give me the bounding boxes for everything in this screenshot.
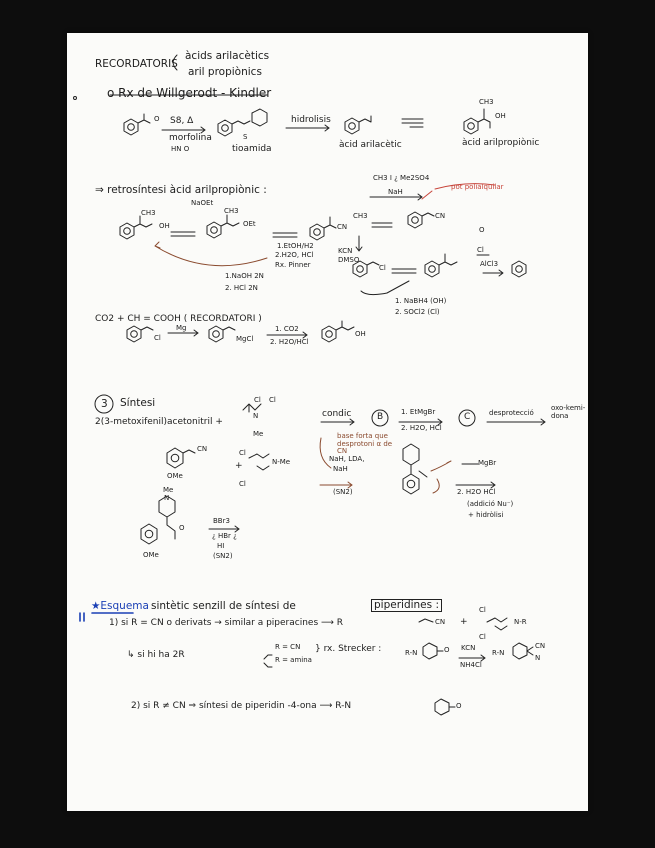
- cl-label-e: Cl: [269, 396, 276, 404]
- base-list: NaH, LDA,: [329, 455, 365, 463]
- reagent-etoh: 1.EtOH/H2: [277, 242, 314, 250]
- benzene-ring-6: [207, 222, 221, 238]
- bullet-dot: [74, 97, 77, 100]
- benzene-ring-13: [209, 326, 223, 342]
- r-amina-label: R = amina: [275, 656, 312, 664]
- condic-label: condic: [322, 409, 352, 419]
- mgcl-label: MgCl: [236, 335, 254, 343]
- ch3-label-a: CH3: [479, 98, 494, 106]
- cl-label-a: Cl: [379, 264, 386, 272]
- bbr3-reagent: BBr3: [213, 517, 230, 525]
- product-label: oxo-kemi-dona: [551, 404, 586, 420]
- rule-line-2: ↳ si hi ha 2R: [127, 650, 185, 660]
- cn-label-b: CN: [435, 212, 446, 220]
- r-n-label-a: R-N: [405, 649, 418, 657]
- oet-label: OEt: [243, 220, 256, 228]
- etmgbr-reagent: 1. EtMgBr: [401, 408, 436, 416]
- acid-arilpropionic-label: àcid arilpropiònic: [462, 138, 540, 148]
- nah-reagent: NaH: [388, 188, 403, 196]
- step-c-label: C: [464, 412, 471, 422]
- piperidine-ring-3: [513, 643, 527, 659]
- cl-label-i: Cl: [479, 633, 486, 641]
- s-label-a: S: [243, 133, 248, 141]
- hidrolisis-label: hidrolisis: [291, 115, 331, 125]
- sn2-label-a: (SN2): [333, 488, 353, 496]
- rx-pinner-label: Rx. Pinner: [275, 261, 311, 269]
- me-label-a: Me: [253, 430, 264, 438]
- nh4cl-reagent: NH4Cl: [460, 661, 482, 669]
- cl-label-g: Cl: [239, 480, 246, 488]
- grignard-line: CO2 + CH = COOH ( RECORDATORI ): [95, 314, 262, 324]
- benzene-ring-1: [124, 119, 138, 135]
- cl-label-b: Cl: [477, 246, 484, 254]
- rule-line-1: 1) si R = CN o derivats → similar a piperacines ⟶ R: [109, 618, 344, 628]
- me-label-b: Me: [163, 486, 174, 494]
- hbr-reagent: ¿ HBr ¿: [212, 532, 237, 540]
- rule-line-3: 2) si R ≠ CN ⇒ síntesi de piperidin -4-ona ⟶ R-N: [131, 701, 352, 711]
- cl-label-c: Cl: [154, 334, 161, 342]
- s8-delta: S8, Δ: [170, 116, 194, 126]
- pot-polialquilar: pot polialquilar: [451, 183, 504, 191]
- plus-sign: +: [235, 461, 243, 471]
- socl2-reagent: 2. SOCl2 (Cl): [395, 308, 440, 316]
- o-label-e: O: [456, 702, 462, 710]
- cl-label-h: Cl: [479, 606, 486, 614]
- acid-arilacetic-label: àcid arilacètic: [339, 140, 402, 150]
- benzene-ring-10: [425, 261, 439, 277]
- oh-label-c: OH: [355, 330, 366, 338]
- hn-o-label: HN O: [171, 145, 190, 153]
- o-label-d: O: [444, 646, 450, 654]
- cn-label-c: CN: [197, 445, 208, 453]
- kcn-reagent-2: KCN: [461, 644, 476, 652]
- ch3-label-d: CH3: [353, 212, 368, 220]
- nah-reagent-2: NaH: [333, 465, 348, 473]
- step-b-label: B: [377, 412, 384, 422]
- piperidinone-ring-1: [423, 643, 437, 659]
- tioamida-label: tioamida: [232, 144, 272, 154]
- cl-label-d: Cl: [254, 396, 261, 404]
- notebook-page: [67, 33, 588, 811]
- base-note: base forta que desprotoni α de CN: [337, 432, 393, 456]
- hcl-reagent: 2. HCl 2N: [225, 284, 258, 292]
- step-number-3: 3: [101, 398, 108, 410]
- acids-arilacetics: àcids arilacètics: [185, 50, 270, 62]
- sn2-label-b: (SN2): [213, 552, 233, 560]
- n-label-a: N: [253, 412, 259, 420]
- h2o-hcl-reagent-2: 2. H2O, HCl: [401, 424, 442, 432]
- plus-sign-2: +: [460, 617, 468, 627]
- kcn-reagent: KCN: [338, 247, 353, 255]
- strecker-label: } rx. Strecker :: [315, 644, 382, 654]
- o-label-c: O: [179, 524, 185, 532]
- morfolina-label: morfolina: [169, 133, 212, 143]
- n-label-b: N: [164, 494, 170, 502]
- benzene-ring-15: [167, 448, 183, 468]
- aril-propionics: aril propiònics: [188, 66, 262, 78]
- oh-label-a: OH: [495, 112, 506, 120]
- alcl3-reagent: AlCl3: [480, 260, 499, 268]
- ome-label-b: OMe: [143, 551, 159, 559]
- n-me-label: N-Me: [272, 458, 291, 466]
- o-label-b: O: [479, 226, 485, 234]
- r-cn-label: R = CN: [275, 643, 301, 651]
- retrosintesi-heading: ⇒ retrosíntesi àcid arilpropiònic :: [95, 184, 267, 196]
- mgbr-label: MgBr: [478, 459, 497, 467]
- benzene-ring-5: [120, 223, 134, 239]
- cn-label-d: CN: [435, 618, 446, 626]
- cn-label-a: CN: [337, 223, 348, 231]
- n-label-c: N: [535, 654, 541, 662]
- n-r-label: N-R: [514, 618, 527, 626]
- benzene-ring-3: [345, 118, 359, 134]
- benzene-ring-12: [127, 326, 141, 342]
- naoet-reagent: NaOEt: [191, 199, 214, 207]
- piperidinone-ring-2: [435, 699, 449, 715]
- h2o-hcl-reagent-3: 2. H2O HCl: [457, 488, 496, 496]
- nabh4-reagent: 1. NaBH4 (OH): [395, 297, 447, 305]
- ch3-label-c: CH3: [224, 207, 239, 215]
- benzene-ring-8: [408, 212, 422, 228]
- h2o-hcl-reagent: 2. H2O/HCl: [270, 338, 309, 346]
- benzene-ring-4: [464, 118, 478, 134]
- benzene-ring-2: [218, 120, 232, 136]
- hi-reagent: HI: [217, 542, 225, 550]
- oh-label-b: OH: [159, 222, 170, 230]
- morpholine-ring: [252, 109, 267, 126]
- co2-reagent: 1. CO2: [275, 325, 299, 333]
- recordatoris-label: RECORDATORIS: [95, 58, 178, 70]
- naoh-reagent: 1.NaOH 2N: [225, 272, 264, 280]
- reagent-h2o-hcl: 2.H2O, HCl: [275, 251, 314, 259]
- dmso-reagent: DMSO: [338, 256, 360, 264]
- benzene-ring-11: [512, 261, 526, 277]
- rx-willgerodt-heading: o Rx de Willgerodt - Kindler: [107, 86, 272, 100]
- benzene-ring-16: [403, 474, 419, 494]
- r-n-label-b: R-N: [492, 649, 505, 657]
- desproteccio-label: desprotecció: [489, 409, 534, 417]
- benzene-ring-7: [310, 224, 324, 240]
- hidrolisi-note: + hidròlisi: [468, 511, 504, 519]
- benzene-ring-17: [141, 524, 157, 544]
- o-label-a: O: [154, 115, 160, 123]
- ch3-label-b: CH3: [141, 209, 156, 217]
- cl-label-f: Cl: [239, 449, 246, 457]
- ome-label-a: OMe: [167, 472, 183, 480]
- esquema-title: sintètic senzill de síntesi de: [151, 600, 296, 612]
- cn-label-e: CN: [535, 642, 546, 650]
- piperidine-ring-1: [403, 444, 419, 465]
- sintesi-heading: Síntesi: [120, 397, 156, 409]
- reactant-text: 2(3-metoxifenil)acetonitril +: [95, 417, 223, 427]
- piperidines-boxed: piperidines :: [371, 599, 442, 612]
- addicio-note: (addició Nu⁻): [467, 500, 514, 508]
- benzene-ring-14: [322, 326, 336, 342]
- mg-reagent: Mg: [176, 324, 187, 332]
- esquema-label: ★Esquema: [91, 600, 149, 612]
- ch3i-reagent: CH3 I ¿ Me2SO4: [373, 174, 430, 182]
